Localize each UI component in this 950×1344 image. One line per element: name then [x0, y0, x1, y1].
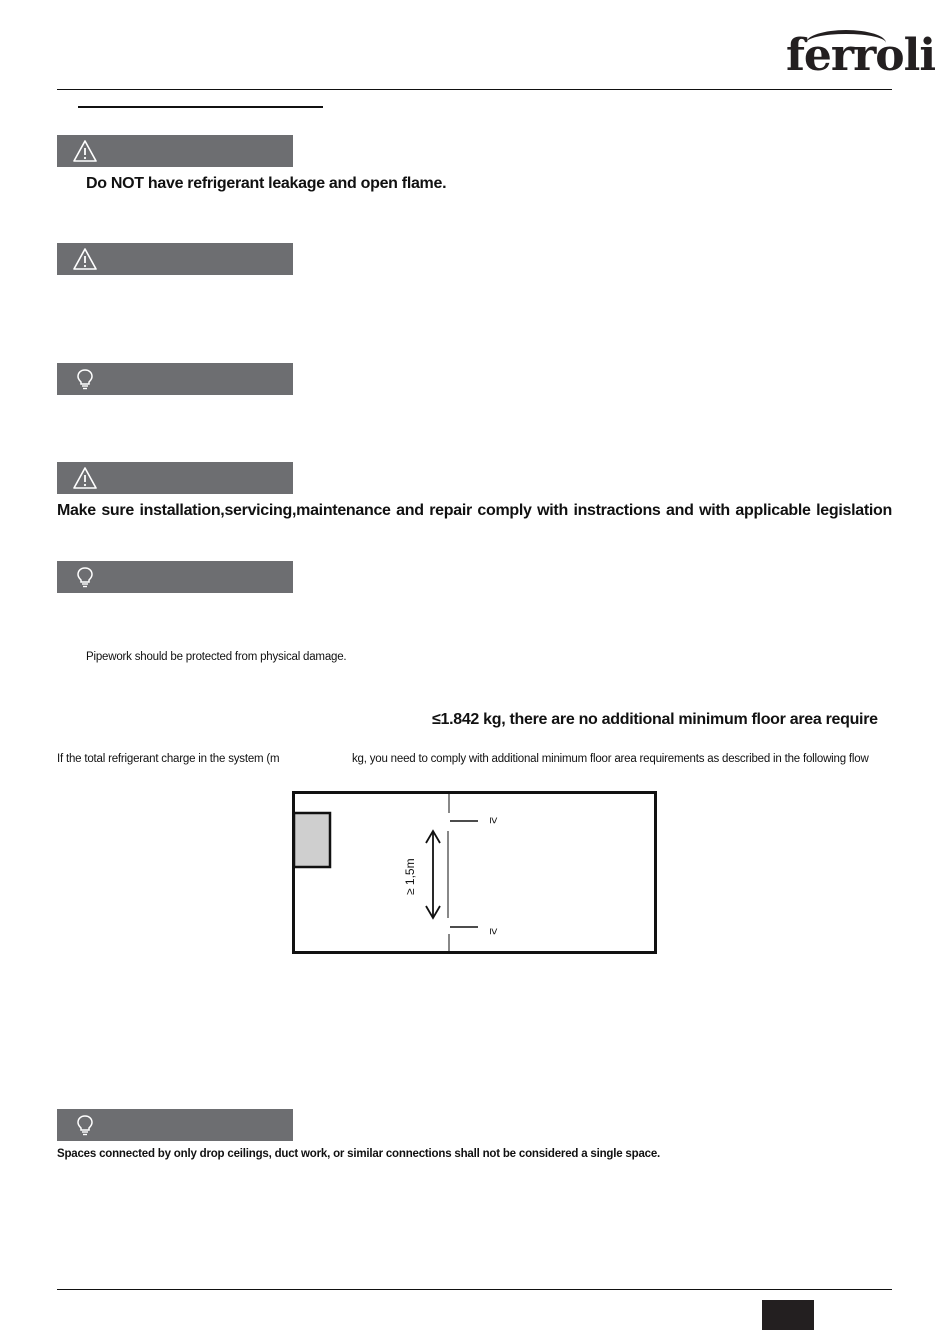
indoor-unit [294, 813, 330, 867]
lightbulb-icon [73, 566, 97, 588]
tip-text-pipework: Pipework should be protected from physical damage. [86, 651, 347, 663]
charge-requirement-left: If the total refrigerant charge in the system (m [57, 753, 280, 765]
warning-text-legislation: Make sure installation,servicing,maintenance and repair comply with instractions and with applicable legislation [57, 502, 892, 519]
warning-triangle-icon [73, 467, 97, 489]
lightbulb-icon [73, 1114, 97, 1136]
tip-banner-2 [57, 561, 293, 593]
header-rule [57, 89, 892, 90]
footer-rule [57, 1289, 892, 1290]
warning-text-flame: Do NOT have refrigerant leakage and open flame. [86, 175, 447, 192]
upper-symbol: ≥ [487, 817, 501, 824]
tip-text-spaces: Spaces connected by only drop ceilings, duct work, or similar connections shall not be considered a single space. [57, 1148, 661, 1160]
title-underline [78, 106, 323, 108]
warning-banner-2 [57, 243, 293, 275]
page-number-box [762, 1300, 814, 1330]
brand-logo: ferroli [786, 30, 936, 81]
room-outline [294, 793, 656, 953]
warning-triangle-icon [73, 248, 97, 270]
charge-requirement-right: kg, you need to comply with additional minimum floor area requirements as described in the following flow [352, 753, 869, 765]
warning-banner-3 [57, 462, 293, 494]
height-label: ≥ 1,5m [403, 858, 417, 895]
lightbulb-icon [73, 368, 97, 390]
warning-banner-1 [57, 135, 293, 167]
tip-banner-1 [57, 363, 293, 395]
warning-triangle-icon [73, 140, 97, 162]
tip-banner-3 [57, 1109, 293, 1141]
installation-height-diagram [292, 791, 658, 956]
lower-symbol: ≥ [487, 928, 501, 935]
charge-threshold-note: ≤1.842 kg, there are no additional minimum floor area require [432, 711, 878, 728]
